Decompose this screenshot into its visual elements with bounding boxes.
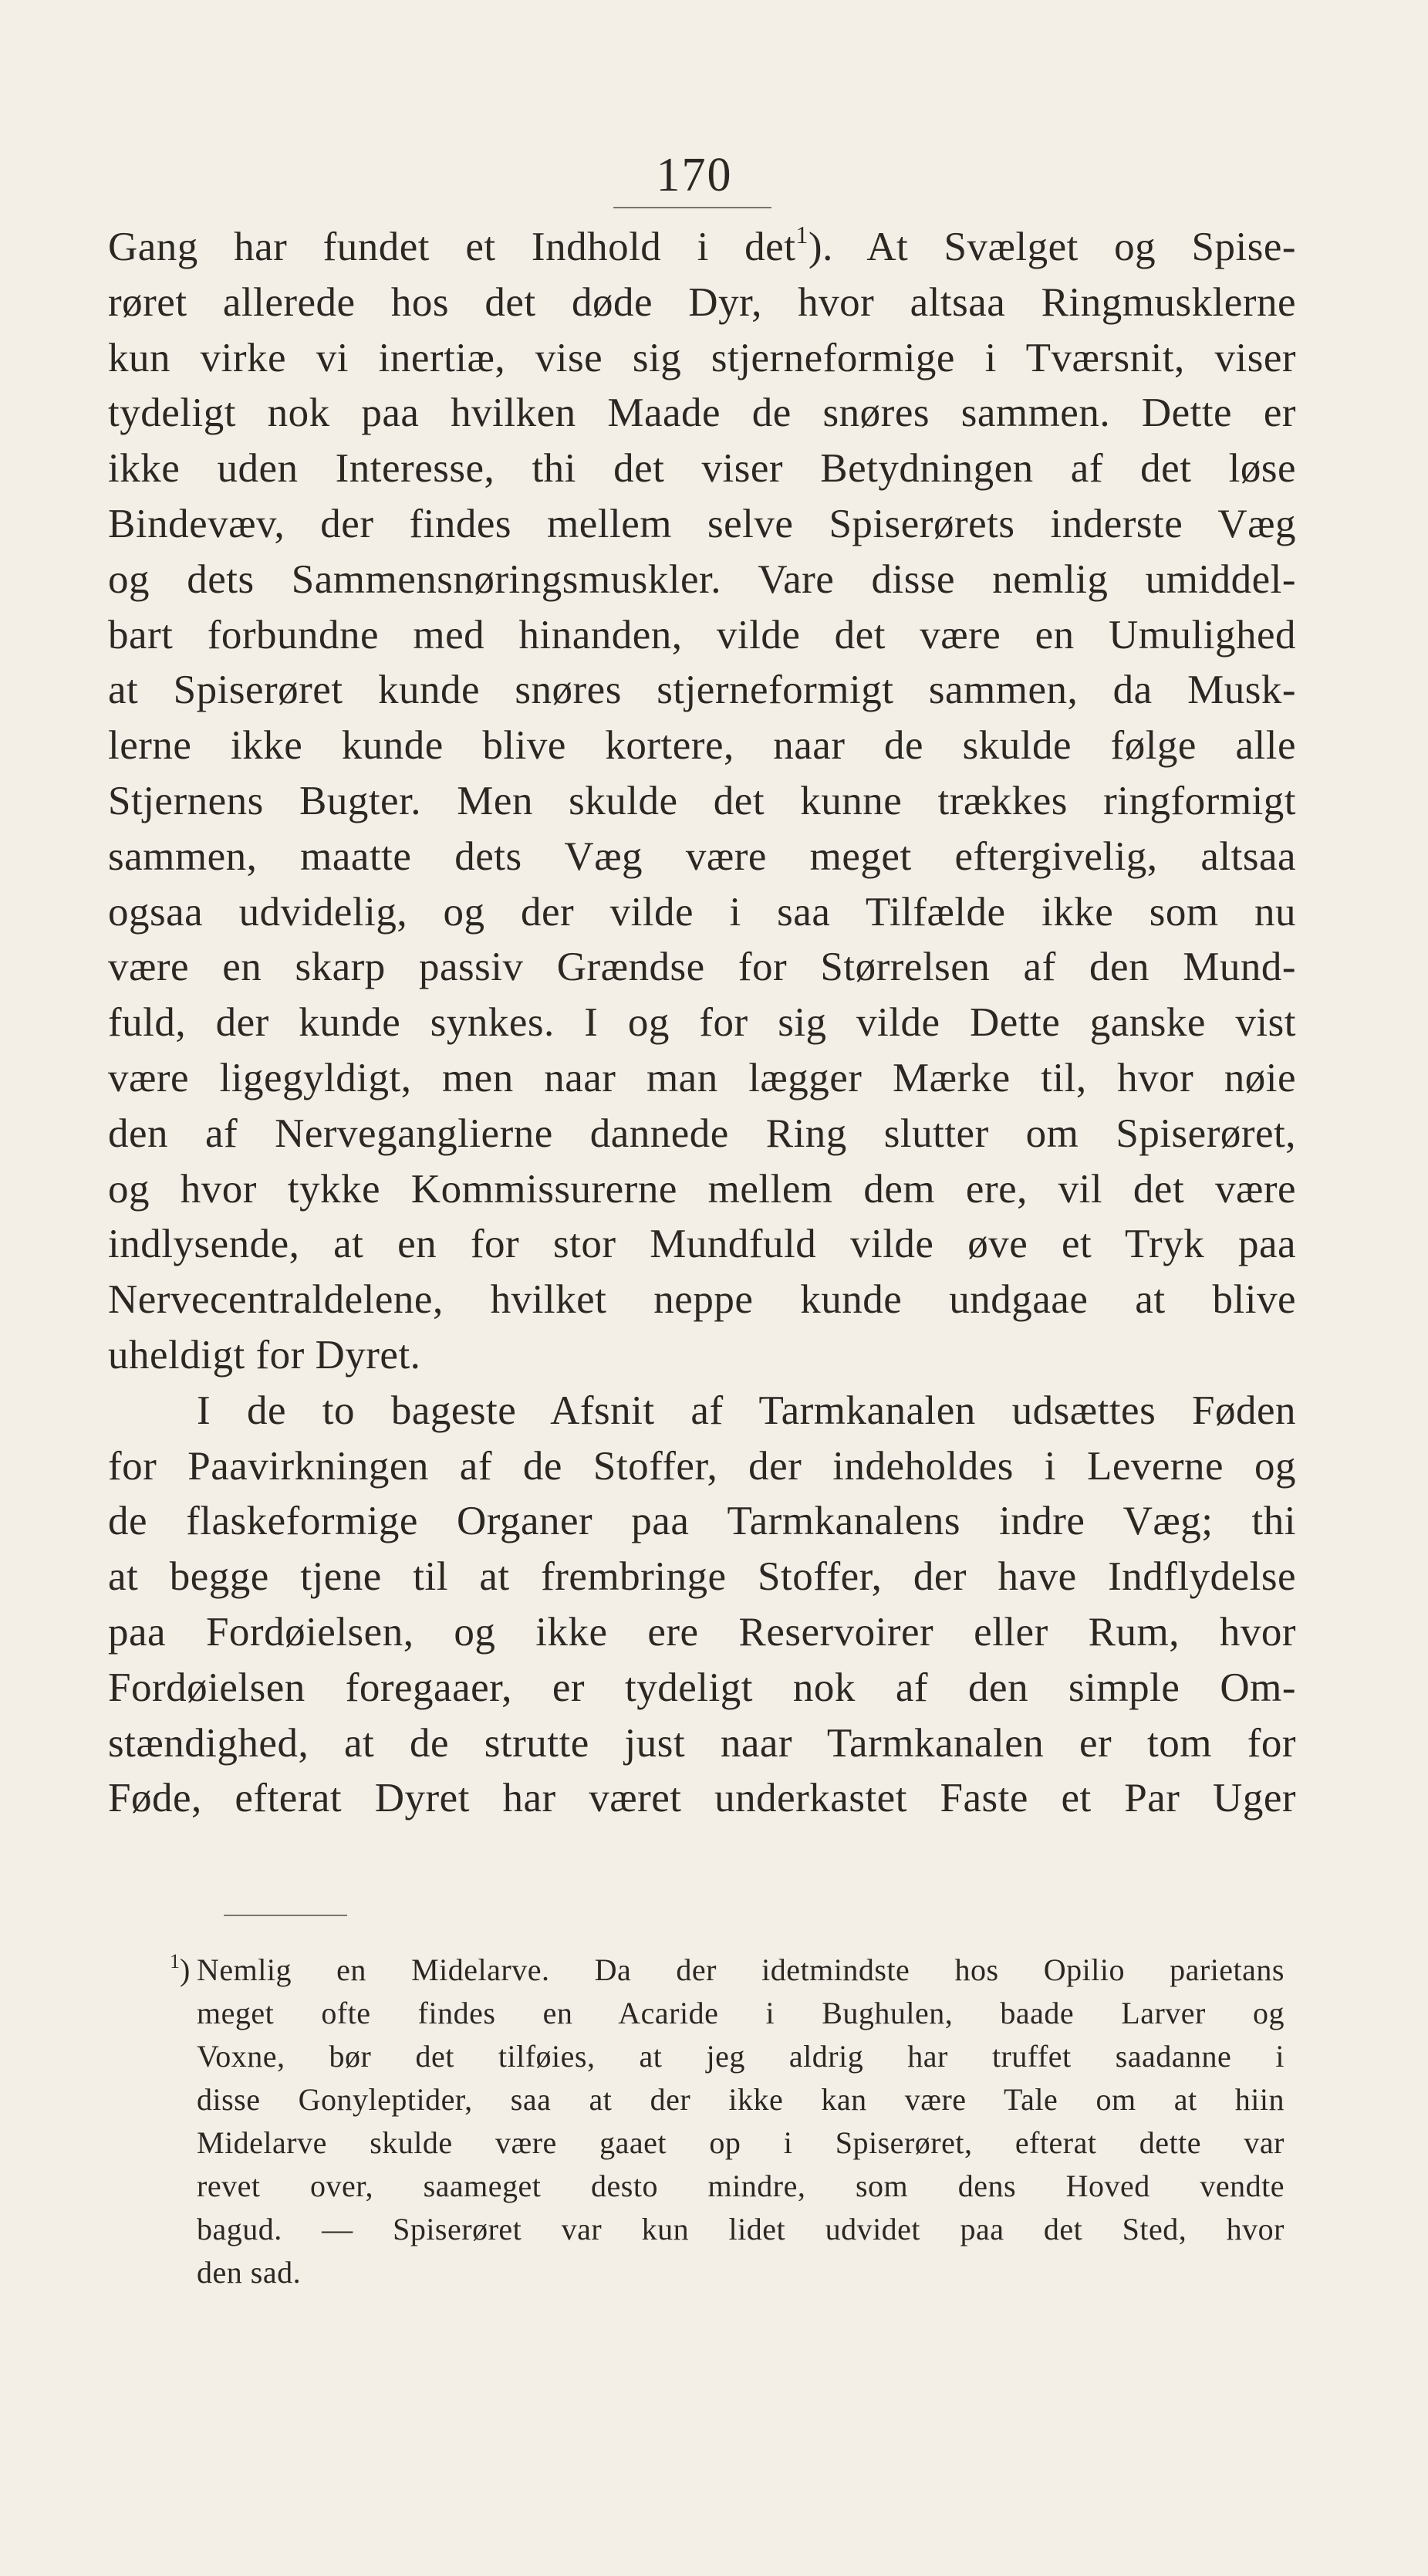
text-line <box>108 996 1296 1051</box>
text-line-content: lerne ikke kunde blive kortere, naar de skulde følge alle <box>108 723 1296 769</box>
text-line <box>108 1051 1296 1107</box>
text-line-content: stændighed, at de strutte just naar Tarmkanalen er tom for <box>108 1720 1296 1766</box>
text-line <box>108 220 1296 276</box>
body-text <box>108 220 1296 1827</box>
text-line <box>108 1716 1296 1772</box>
text-line <box>108 608 1296 664</box>
text-line-content: at begge tjene til at frembringe Stoffer, der have Indflydelse <box>108 1554 1296 1600</box>
text-line-content: uheldigt for Dyret. <box>108 1332 421 1378</box>
footnote-marker-number: 1 <box>170 1950 180 1973</box>
text-line-content: Gang har fundet et Indhold i det <box>108 225 796 269</box>
text-line <box>108 1494 1296 1550</box>
text-line-content: være ligegyldigt, men naar man lægger Mærke til, hvor nøie <box>108 1055 1296 1100</box>
text-line <box>108 553 1296 608</box>
text-line <box>108 940 1296 996</box>
text-line <box>108 1605 1296 1661</box>
text-line-content: Føde, efterat Dyret har været underkastet Faste et Par Uger <box>108 1776 1296 1821</box>
text-line-content: Fordøielsen foregaaer, er tydeligt nok af den simple Om- <box>108 1665 1296 1710</box>
text-line <box>108 1550 1296 1605</box>
text-line-continuation: ). At Svælget og Spise- <box>808 225 1296 269</box>
footnote-marker <box>170 1949 190 1992</box>
text-line-content: ogsaa udvidelig, og der vilde i saa Tilfælde ikke som nu <box>108 889 1296 935</box>
footnote <box>170 1949 1285 2294</box>
text-line-content: og dets Sammensnøringsmuskler. Vare disse nemlig umiddel- <box>108 556 1296 602</box>
text-line-content: kun virke vi inertiæ, vise sig stjerneformige i Tværsnit, viser <box>108 335 1296 380</box>
text-line-content: de flaskeformige Organer paa Tarmkanalens indre Væg; thi <box>108 1499 1296 1544</box>
text-line <box>108 1661 1296 1716</box>
text-line-content: Stjernens Bugter. Men skulde det kunne trækkes ringformigt <box>108 778 1296 823</box>
footnote-line: Voxne, bør det tilføies, at jeg aldrig har truffet saadanne i <box>197 2039 1285 2074</box>
text-line <box>108 718 1296 774</box>
text-line <box>108 497 1296 553</box>
text-line <box>108 663 1296 718</box>
text-line-content: Bindevæv, der findes mellem selve Spiserørets inderste Væg <box>108 501 1296 546</box>
footnote-line: meget ofte findes en Acaride i Bughulen, baade Larver og <box>197 1996 1285 2030</box>
text-line-content: sammen, maatte dets Væg være meget eftergivelig, altsaa <box>108 833 1296 879</box>
text-line <box>108 276 1296 331</box>
footnote-line: revet over, saameget desto mindre, som dens Hoved vendte <box>197 2169 1285 2203</box>
text-line-content: røret allerede hos det døde Dyr, hvor altsaa Ringmusklerne <box>108 279 1296 325</box>
text-line <box>108 1217 1296 1273</box>
text-line <box>108 1162 1296 1218</box>
footnote-line: bagud. — Spiserøret var kun lidet udvidet paa det Sted, hvor <box>197 2212 1285 2246</box>
header-rule <box>613 207 771 208</box>
text-line-content: Nervecentraldelene, hvilket neppe kunde undgaae at blive <box>108 1277 1296 1323</box>
text-line-content: paa Fordøielsen, og ikke ere Reservoirer eller Rum, hvor <box>108 1609 1296 1655</box>
text-line <box>108 1384 1296 1439</box>
text-line-content: være en skarp passiv Grændse for Størrelsen af den Mund- <box>108 945 1296 990</box>
footnote-separator <box>224 1915 347 1916</box>
text-line-content: fuld, der kunde synkes. I og for sig vilde Dette ganske vist <box>108 1000 1296 1046</box>
text-line <box>108 774 1296 830</box>
footnote-reference: 1 <box>795 221 809 248</box>
text-line-content: og hvor tykke Kommissurerne mellem dem ere, vil det være <box>108 1166 1296 1212</box>
text-line <box>108 441 1296 497</box>
text-line-content: indlysende, at en for stor Mundfuld vilde øve et Tryk paa <box>108 1222 1296 1267</box>
text-line <box>108 885 1296 941</box>
text-line <box>108 331 1296 387</box>
text-line <box>108 1439 1296 1495</box>
text-line <box>108 830 1296 885</box>
text-line <box>108 386 1296 441</box>
text-line-content: I de to bageste Afsnit af Tarmkanalen udsættes Føden <box>197 1388 1296 1433</box>
text-line <box>108 1328 1296 1384</box>
text-line <box>108 1107 1296 1162</box>
footnote-marker-paren: ) <box>180 1952 191 1987</box>
footnote-line: den sad. <box>197 2255 302 2290</box>
text-line-content: bart forbundne med hinanden, vilde det være en Umulighed <box>108 612 1296 658</box>
footnote-line: Midelarve skulde være gaaet op i Spiserøret, efterat dette var <box>197 2125 1285 2160</box>
text-line-content: tydeligt nok paa hvilken Maade de snøres sammen. Dette er <box>108 390 1296 436</box>
text-line-content: at Spiserøret kunde snøres stjerneformigt sammen, da Musk- <box>108 668 1296 713</box>
text-line-content: ikke uden Interesse, thi det viser Betydningen af det løse <box>108 446 1296 492</box>
footnote-line: Nemlig en Midelarve. Da der idetmindste hos Opilio parietans <box>197 1952 1285 1987</box>
footnote-line: disse Gonyleptider, saa at der ikke kan være Tale om at hiin <box>197 2082 1285 2117</box>
text-line <box>108 1273 1296 1328</box>
text-line-content: den af Nerveganglierne dannede Ring slutter om Spiserøret, <box>108 1111 1296 1156</box>
page-number: 170 <box>656 149 733 201</box>
text-line-content: for Paavirkningen af de Stoffer, der indeholdes i Leverne og <box>108 1443 1296 1489</box>
text-line <box>108 1771 1296 1827</box>
